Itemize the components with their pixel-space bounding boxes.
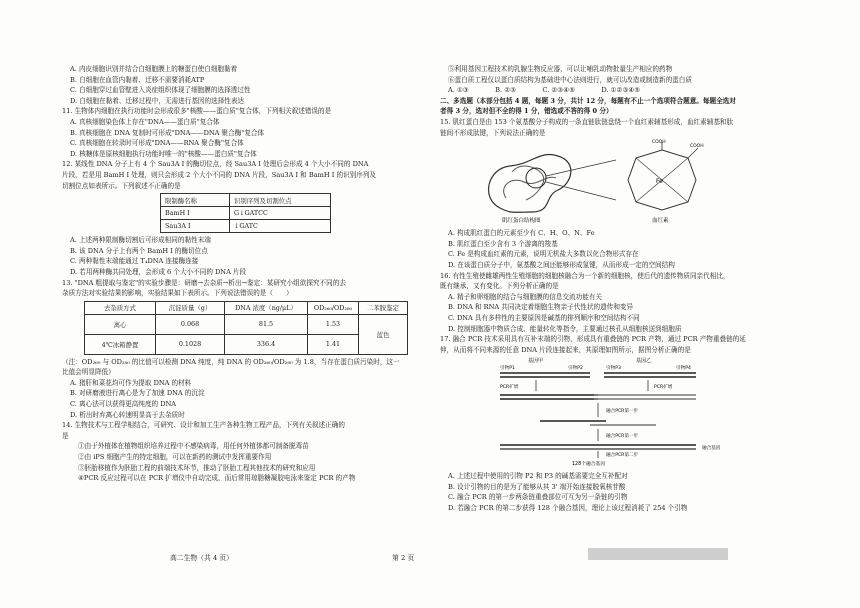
- footer-page-number: 第 2 页: [392, 554, 415, 562]
- q13-option: D. 析出时弃离心转速明显高于去杂质时: [70, 410, 185, 419]
- restriction-enzyme-table: [160, 193, 331, 233]
- q16-option: C. DNA 具有多样性的主要原因是碱基的排列顺序和空间结构不同: [448, 313, 640, 322]
- q11-option: C. 真核细胞在转录时可形成"DNA——RNA 聚合酶"复合体: [70, 139, 244, 148]
- q16-stem: 既有继承，又有变化。下列分析正确的是: [440, 282, 559, 291]
- q16-option: D. 控制细胞器中物质合成、能量转化等指令，主要通过核孔从细胞核送到细胞质: [448, 324, 682, 333]
- table-cell: BamH Ⅰ: [161, 207, 230, 220]
- q14-options: A. ①③ B. ②③ C. ②③④⑤ D. ①②③④⑤: [448, 86, 641, 95]
- q13-stem: 杂质方法对实验结果的影响，实验结果如下表所示。下列说法错误的是（ ）: [62, 289, 293, 298]
- cooh-label: COOH: [690, 144, 704, 150]
- table-cell: 1.41: [308, 334, 359, 354]
- table-cell: 蓝色: [359, 314, 408, 354]
- step2-label: 融合PCR第二步: [606, 453, 639, 459]
- q14-item: ①由于外植体在植物组织培养过程中不感染病毒，用任何外植体都可制备脱毒苗: [78, 442, 309, 451]
- q15-stem: 15. 肌红蛋白是由 153 个氨基酸分子构成的一条直链肽链盘绕一个血红素辅基形成，血红素辅基和肽: [440, 117, 734, 126]
- table-cell: 1.53: [308, 314, 359, 334]
- q17-option: B. 设计引物的目的是为了能够从其 3' 端开始连接脱氧核苷酸: [448, 482, 626, 491]
- q12-stem: 片段，若是用 BamH Ⅰ 处理，则只会形成 2 个大小不同的 DNA 片段，Sau3A Ⅰ 和 BamH Ⅰ 的识别序列及: [62, 170, 377, 179]
- q14-stem: 14. 生物技术与工程学相结合，可研究、设计和加工生产各种生物工程产品，下列有关叙述正确的: [62, 421, 345, 430]
- table-header: 二苯胺鉴定: [359, 301, 408, 314]
- cooh-label: COOH: [652, 140, 666, 146]
- q17-option: A. 上述过程中使用的引物 P2 和 P3 的碱基需要完全互补配对: [448, 472, 628, 481]
- q15-option: D. 在该蛋白质分子中，氨基酸之间还能够形成氢键，从而形成一定的空间结构: [448, 260, 675, 269]
- q12-option: D. 若用两种酶共同处理，会形成 6 个大小不同的 DNA 片段: [70, 267, 247, 276]
- q14-item: ③胚胎移植作为胚胎工程的前端技术环节，推动了胚胎工程其他技术的研究和应用: [78, 463, 316, 472]
- table-header: DNA 浓度（ng/μL）: [225, 301, 308, 314]
- overlap-strands: [540, 421, 656, 425]
- q11-option: A. 真核细胞染色体上存在"DNA——蛋白质"复合体: [70, 117, 220, 126]
- left-column: [62, 64, 434, 484]
- q13-option: A. 猪肝和菜花均可作为提取 DNA 的材料: [70, 378, 192, 387]
- q11-option: B. 真核细胞在 DNA 复制时可形成"DNA——DNA 聚合酶"复合体: [70, 128, 265, 137]
- q15-option: A. 构成肌红蛋白的元素至少有 C、H、O、N、Fe: [448, 229, 595, 238]
- q14-item: ⑥蛋白质工程仅以蛋白质结构为基础进中心法则进行，就可以改造或制造新的蛋白质: [448, 75, 692, 84]
- table-header: 去杂质方式: [85, 301, 156, 314]
- protein-ribbon: [489, 155, 571, 213]
- q14-item: ②由 iPS 细胞产生的特定细胞，可以在新药的测试中发挥重要作用: [78, 453, 272, 462]
- primer-label: 引物P4: [676, 366, 691, 372]
- q12-stem: 切割位点如表所示。下列叙述不正确的是: [62, 181, 181, 190]
- table-cell: 0.068: [156, 314, 225, 334]
- pointer-line: [546, 160, 616, 176]
- heme-caption: 血红素: [652, 218, 669, 225]
- q10-option: C. 白细胞穿过血管壁进入炎症组织体现了细胞膜的选择透过性: [70, 86, 251, 95]
- q12-option: B. 该 DNA 分子上有两个 BamH Ⅰ 的酶切位点: [70, 246, 208, 255]
- q11-stem: 11. 生物体内细胞在执行功能时会形成很多"核酸——蛋白质"复合体，下列相关叙述错误的是: [62, 107, 332, 116]
- step1-label: 融合PCR第一步: [606, 409, 639, 415]
- q17-stem: 17. 融合 PCR 技术采用具有互补末端的引物，形成具有重叠链的 PCR 产物，通过 PCR 产物重叠链的延: [440, 335, 746, 344]
- q17-option: C. 融合 PCR 的第一步两条链重叠部位可互为另一条链的引物: [448, 493, 628, 502]
- result-label: 128个融合基因: [572, 462, 606, 468]
- q16-option: A. 精子和卵细胞的结合与细胞膜的信息交流功能有关: [448, 292, 603, 301]
- table-header: 识别序列及切割位点: [230, 194, 331, 207]
- section-2-heading: 者得 3 分，选对但不全的得 1 分，错选或不答的得 0 分）: [440, 107, 613, 116]
- gene-a-label: 基因甲: [528, 358, 544, 365]
- table-header: 沉淀质量（g）: [156, 301, 225, 314]
- table-row: [161, 220, 331, 233]
- primer-label: 引物P3: [606, 366, 621, 372]
- q11-option: D. 核糖体是原核细胞执行功能时唯一的"核酸——蛋白质"复合体: [70, 149, 257, 158]
- table-cell: ↓GATC: [230, 220, 331, 233]
- table-cell: 4℃冰箱静置: [85, 334, 156, 354]
- q16-stem: 16. 有性生殖使雌雄两性生殖细胞的细胞核融合为一个新的细胞核，使后代的遗传物质同亲代相比，: [440, 271, 730, 280]
- dna-extraction-table: [84, 301, 408, 355]
- redaction-bar: [588, 548, 728, 560]
- q13-option: B. 对研磨液进行离心是为了加速 DNA 的沉淀: [70, 389, 205, 398]
- pcr-label: PCR扩增: [654, 385, 673, 391]
- fusion-pcr-diagram: [440, 355, 808, 467]
- section-2-heading: 二、多选题（本部分包括 4 题，每题 3 分，共计 12 分，每题有不止一个选项符合题意。每题全选对: [440, 96, 736, 105]
- q10-option: B. 白细胞在血管内黏着、迁移不需要消耗ATP: [70, 75, 205, 84]
- table-cell: 336.4: [225, 334, 308, 354]
- q16-option: B. DNA 和 RNA 共同决定着细胞生物亲子代性状的遗传和变异: [448, 303, 634, 312]
- myoglobin-caption: 肌红蛋白结构图: [502, 218, 541, 225]
- table-cell: 0.1028: [156, 334, 225, 354]
- gene-b-label: 基因乙: [636, 358, 652, 365]
- q14-item: ④PCR 反应过程可以在 PCR 扩增仪中自动完成，而后常用琼脂糖凝胶电泳来鉴定 PCR 的产物: [78, 474, 356, 483]
- q15-option: B. 肌红蛋白至少含有 3 个游离的羧基: [448, 239, 558, 248]
- q17-stem: 伸，从而将不同来源的任意 DNA 片段连接起来，其原理如图所示，据图分析正确的是: [440, 345, 691, 354]
- table-row: [161, 207, 331, 220]
- q13-note: （注：OD₂₆₀ 与 OD₂₈₀ 的比值可以检测 DNA 纯度，纯 DNA 的 OD₂₆₀/OD₂₈₀ 为 1.8，当存在蛋白质污染时，这一: [62, 357, 400, 366]
- q15-stem: 链间不形成肽键，下列说法正确的是: [440, 128, 546, 137]
- primer-label: 引物P1: [500, 366, 515, 372]
- footer-subject: 高二生物（共 4 页）: [170, 554, 234, 562]
- pcr-label: PCR扩增: [500, 385, 519, 391]
- table-cell: 离心: [85, 314, 156, 334]
- fe-label: Fe: [656, 178, 663, 186]
- q12-stem: 12. 某线性 DNA 分子上有 4 个 Sau3A Ⅰ 的酶切位点，经 Sau3A Ⅰ 处理后会形成 4 个大小不同的 DNA: [62, 160, 369, 169]
- fusion-strands: [500, 445, 696, 449]
- q13-stem: 13. "DNA 粗提取与鉴定"的实验步骤是：研磨→去杂质→析出→鉴定：某研究小组欲探究不同的去: [62, 278, 346, 287]
- q14-item: ⑤利用基因工程技术的乳腺生物反应器，可以让哺乳动物批量生产相应的药物: [448, 65, 673, 73]
- table-cell: 81.5: [225, 314, 308, 334]
- heme-structure: [628, 139, 704, 210]
- q12-option: C. 两种黏性末端能通过 T₄DNA 连接酶连接: [70, 257, 199, 266]
- table-header: 限制酶名称: [161, 194, 230, 207]
- table-header: OD₂₆₀/OD₂₈₀: [308, 301, 359, 314]
- q14-stem: 是: [62, 431, 69, 440]
- table-cell: G↓GATCC: [230, 207, 331, 220]
- primer-label: 引物P2: [568, 366, 583, 372]
- step1-label: 融合PCR第一步: [606, 434, 639, 440]
- q13-option: C. 离心法可以获得更高纯度的 DNA: [70, 400, 177, 409]
- q13-note: 比值会明显降低）: [62, 368, 115, 377]
- q10-option: D. 白细胞在黏着、迁移过程中，无需进行基因的选择性表达: [70, 96, 245, 105]
- template-strands: [500, 373, 696, 377]
- right-column: [440, 64, 808, 514]
- table-row: [85, 314, 408, 334]
- q15-option: C. Fe 是构成血红素的元素，说明无机盐大多数以化合物形式存在: [448, 250, 639, 259]
- fusion-gene-label: 融合基因: [702, 446, 721, 452]
- q12-option: A. 上述两种限制酶切割后可形成相同的黏性末端: [70, 236, 211, 245]
- q10-option: A. 内皮细胞识别并结合白细胞膜上的糖蛋白使白细胞黏着: [70, 65, 238, 73]
- pcr-products: [500, 395, 696, 399]
- myoglobin-figure: [440, 138, 808, 224]
- table-cell: Sau3A Ⅰ: [161, 220, 230, 233]
- q17-option: D. 若融合 PCR 的第二步获得 128 个融合基因，理论上该过程消耗了 254 个引物: [448, 504, 688, 513]
